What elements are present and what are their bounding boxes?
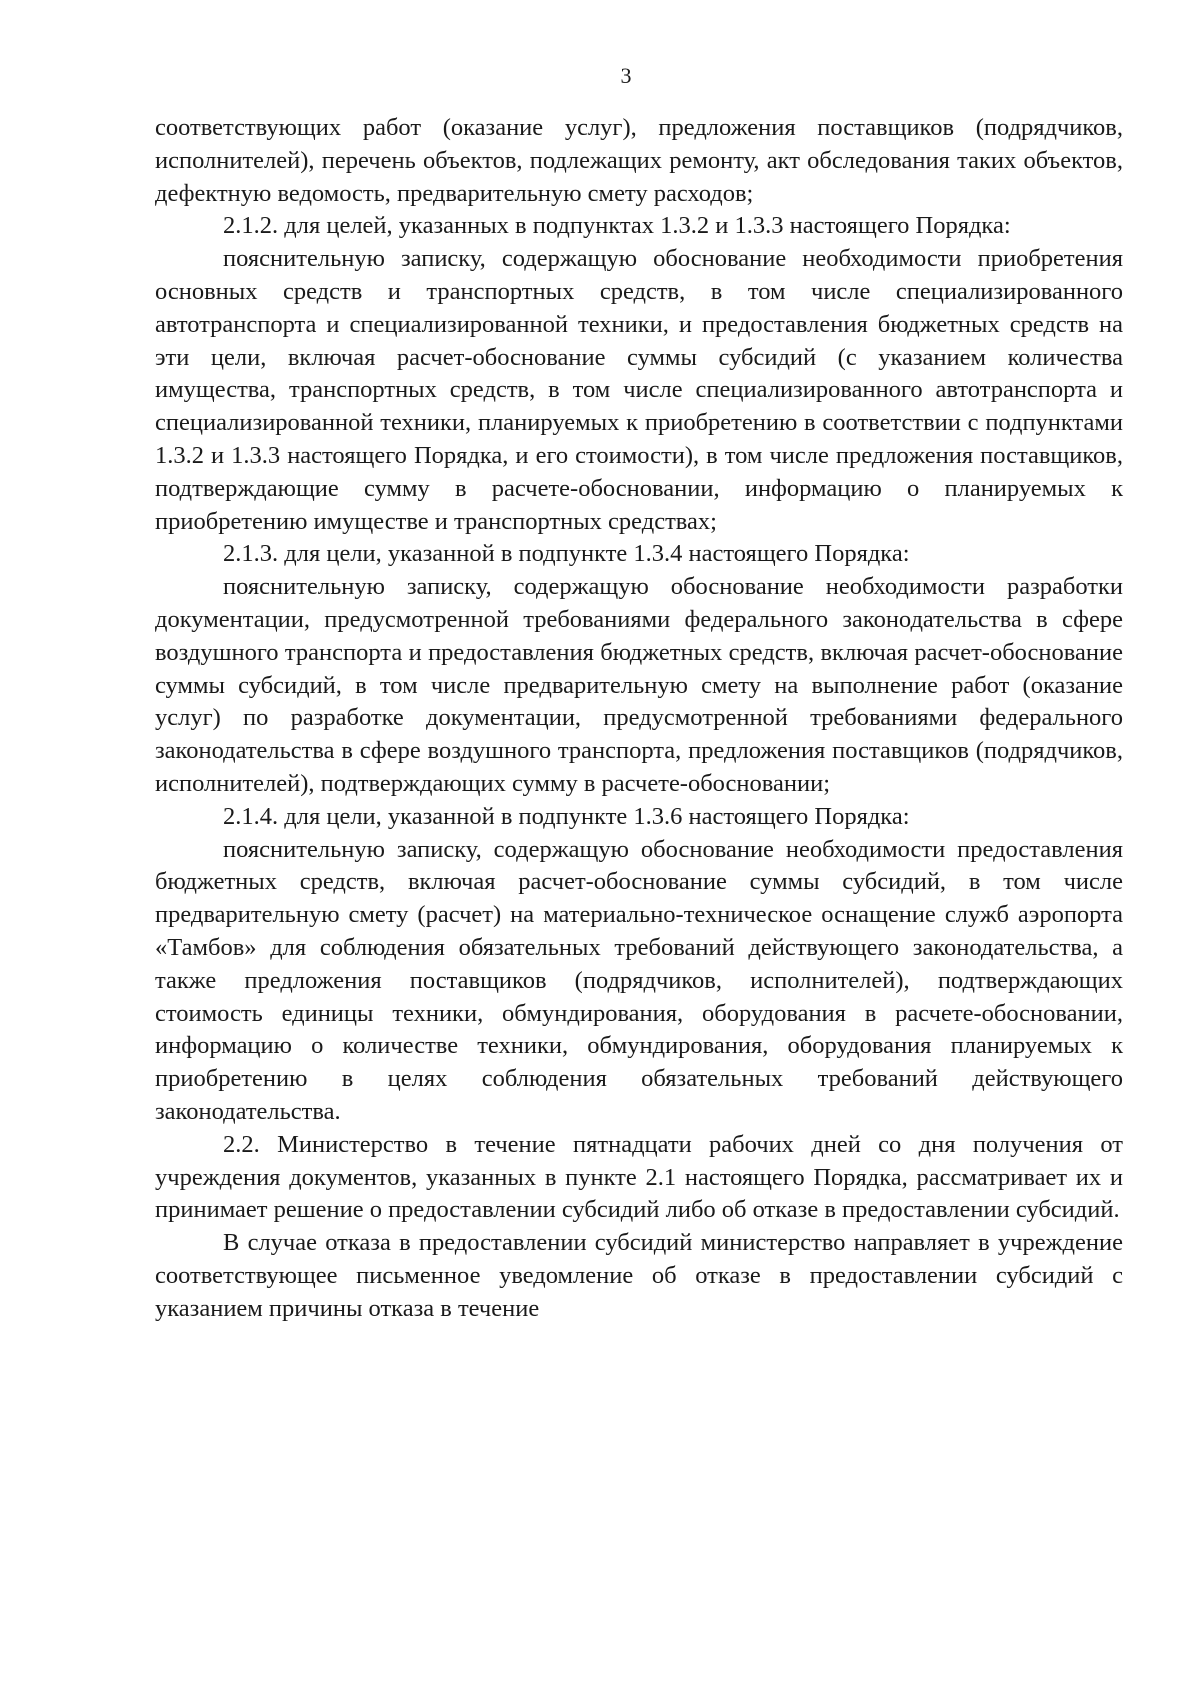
page-number: 3	[620, 63, 632, 88]
document-body	[155, 112, 1123, 1325]
paragraph: 2.1.4. для цели, указанной в подпункте 1.3.6 настоящего Порядка:	[223, 802, 910, 830]
paragraph: пояснительную записку, содержащую обоснование необходимости приобретения основных средств и транспортных средств, в том числе специализированного автотранспорта и специализированной техники, и предоставления бюджетных средств на эти цели, включая расчет-обоснование суммы субсидий (с указанием количества имущества, транспортных средств, в том числе специализированного автотранспорта и специализированной техники, планируемых к приобретению в соответствии с подпунктами 1.3.2 и 1.3.3 настоящего Порядка, и его стоимости), в том числе предложения поставщиков, подтверждающие сумму в расчете-обосновании, информацию о планируемых к приобретению имуществе и транспортных средствах;	[155, 245, 1123, 535]
paragraph: 2.1.2. для целей, указанных в подпунктах 1.3.2 и 1.3.3 настоящего Порядка:	[223, 212, 1011, 240]
paragraph: пояснительную записку, содержащую обоснование необходимости предоставления бюджетных средств, включая расчет-обоснование суммы субсидий, в том числе предварительную смету (расчет) на материально-техническое оснащение служб аэропорта «Тамбов» для соблюдения обязательных требований действующего законодательства, а также предложения поставщиков (подрядчиков, исполнителей), подтверждающих стоимость единицы техники, обмундирования, оборудования в расчете-обосновании, информацию о количестве техники, обмундирования, оборудования планируемых к приобретению в целях соблюдения обязательных требований действующего законодательства.	[155, 835, 1123, 1125]
paragraph: В случае отказа в предоставлении субсидий министерство направляет в учреждение соответствующее письменное уведомление об отказе в предоставлении субсидий с указанием причины отказа в течение	[155, 1229, 1123, 1322]
paragraph: 2.2. Министерство в течение пятнадцати рабочих дней со дня получения от учреждения документов, указанных в пункте 2.1 настоящего Порядка, рассматривает их и принимает решение о предоставлении субсидий либо об отказе в предоставлении субсидий.	[155, 1130, 1123, 1224]
paragraph: 2.1.3. для цели, указанной в подпункте 1.3.4 настоящего Порядка:	[223, 540, 910, 568]
paragraph: пояснительную записку, содержащую обоснование необходимости разработки документации, предусмотренной требованиями федерального законодательства в сфере воздушного транспорта и предоставления бюджетных средств, включая расчет-обоснование суммы субсидий, в том числе предварительную смету на выполнение работ (оказание услуг) по разработке документации, предусмотренной требованиями федерального законодательства в сфере воздушного транспорта, предложения поставщиков (подрядчиков, исполнителей), подтверждающих сумму в расчете-обосновании;	[155, 573, 1123, 797]
paragraph: соответствующих работ (оказание услуг), предложения поставщиков (подрядчиков, исполнителей), перечень объектов, подлежащих ремонту, акт обследования таких объектов, дефектную ведомость, предварительную смету расходов;	[155, 114, 1123, 207]
